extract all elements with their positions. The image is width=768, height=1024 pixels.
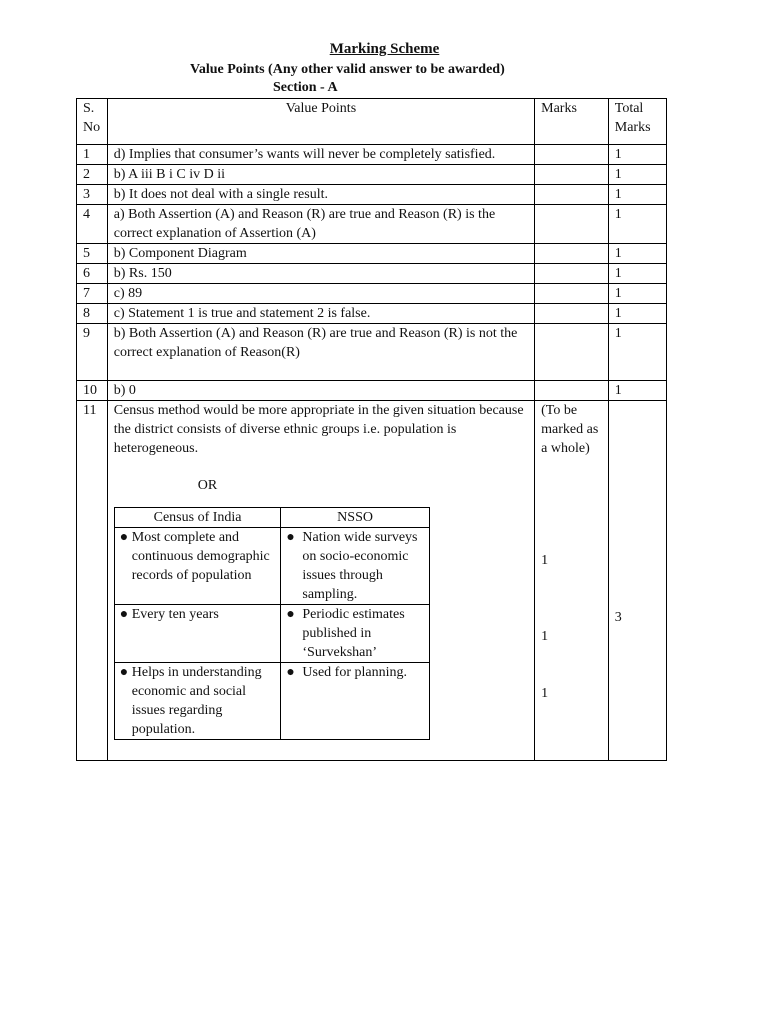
header-census: Census of India: [114, 508, 281, 528]
q11-total-cell: [608, 401, 666, 761]
header-sno: S. No: [77, 99, 108, 145]
row-marks: [535, 264, 609, 284]
nsso-point: Used for planning.: [302, 665, 407, 680]
row-sno: 4: [77, 205, 108, 244]
row-sno: 3: [77, 185, 108, 205]
row-value-point: a) Both Assertion (A) and Reason (R) are true and Reason (R) is the correct explanation of Assertion (A): [107, 205, 534, 244]
or-separator: OR: [197, 478, 218, 493]
row-value-point: c) Statement 1 is true and statement 2 is false.: [107, 304, 534, 324]
header-nsso: NSSO: [281, 508, 429, 528]
header-value-points: Value Points: [107, 99, 534, 145]
census-point: Helps in understanding economic and social issues regarding population.: [131, 665, 262, 737]
row-marks: [535, 381, 609, 401]
row-total: 1: [608, 304, 666, 324]
row-sno: 2: [77, 165, 108, 185]
row-marks: [535, 324, 609, 381]
bullet-icon: ●: [119, 665, 129, 680]
census-point: Every ten years: [131, 607, 219, 622]
row-total: 1: [608, 185, 666, 205]
census-point: Most complete and continuous demographic records of population: [131, 530, 270, 583]
row-marks: [535, 244, 609, 264]
bullet-icon: ●: [286, 530, 295, 545]
q11-answer-cell: [107, 401, 534, 761]
row-value-point: d) Implies that consumer’s wants will never be completely satisfied.: [107, 145, 534, 165]
mark-value: 1: [541, 629, 549, 644]
table-row: [77, 165, 667, 185]
row-marks: [535, 304, 609, 324]
row-total: 1: [608, 165, 666, 185]
section-heading: Section - A: [273, 80, 338, 95]
row-value-point: b) Rs. 150: [107, 264, 534, 284]
bullet-icon: ●: [119, 607, 129, 622]
row-value-point: c) 89: [107, 284, 534, 304]
bullet-icon: ●: [119, 530, 129, 545]
row-marks: [535, 165, 609, 185]
row-marks: [535, 145, 609, 165]
row-total: 1: [608, 264, 666, 284]
header-total-marks: Total Marks: [608, 99, 666, 145]
row-total: 1: [608, 381, 666, 401]
table-row: [77, 324, 667, 381]
row-value-point: b) It does not deal with a single result.: [107, 185, 534, 205]
row-marks: [535, 185, 609, 205]
table-row: [77, 284, 667, 304]
row-value-point: b) Both Assertion (A) and Reason (R) are true and Reason (R) is not the correct explanation of Reason(R): [107, 324, 534, 381]
header-marks: Marks: [535, 99, 609, 145]
row-sno: 6: [77, 264, 108, 284]
table-row: [77, 185, 667, 205]
row-sno: 11: [77, 401, 108, 761]
page-title: Marking Scheme: [329, 41, 440, 57]
total-value: 3: [614, 610, 622, 625]
bullet-icon: ●: [286, 665, 295, 680]
table-row: [77, 244, 667, 264]
row-total: 1: [608, 324, 666, 381]
table-row: [77, 381, 667, 401]
row-value-point: b) 0: [107, 381, 534, 401]
mark-value: 1: [541, 686, 549, 701]
row-sno: 8: [77, 304, 108, 324]
marking-table: [76, 98, 667, 761]
comparison-header-row: [114, 508, 429, 528]
row-sno: 10: [77, 381, 108, 401]
row-total: 1: [608, 205, 666, 244]
nsso-point: Nation wide surveys on socio-economic issues through sampling.: [302, 530, 418, 602]
row-value-point: b) A iii B i C iv D ii: [107, 165, 534, 185]
comparison-row: [114, 528, 429, 605]
row-total: 1: [608, 284, 666, 304]
comparison-table: [114, 507, 430, 740]
row-sno: 9: [77, 324, 108, 381]
row-sno: 7: [77, 284, 108, 304]
table-row: [77, 145, 667, 165]
comparison-row: [114, 605, 429, 663]
table-row: [77, 264, 667, 284]
row-total: 1: [608, 244, 666, 264]
row-total: 1: [608, 145, 666, 165]
table-header-row: [77, 99, 667, 145]
row-marks: [535, 284, 609, 304]
marks-note: (To be marked as a whole): [541, 403, 599, 456]
row-sno: 1: [77, 145, 108, 165]
q11-answer-text: Census method would be more appropriate in the given situation because the district consists of diverse ethnic groups i.e. population is heterogeneous.: [113, 403, 524, 456]
q11-marks-cell: [535, 401, 609, 761]
table-row: [77, 304, 667, 324]
table-row-q11: [77, 401, 667, 761]
row-sno: 5: [77, 244, 108, 264]
bullet-icon: ●: [286, 607, 295, 622]
subtitle: Value Points (Any other valid answer to be awarded): [190, 62, 505, 77]
comparison-row: [114, 663, 429, 740]
table-row: [77, 205, 667, 244]
row-value-point: b) Component Diagram: [107, 244, 534, 264]
mark-value: 1: [541, 553, 549, 568]
row-marks: [535, 205, 609, 244]
nsso-point: Periodic estimates published in ‘Survekshan’: [302, 607, 405, 660]
